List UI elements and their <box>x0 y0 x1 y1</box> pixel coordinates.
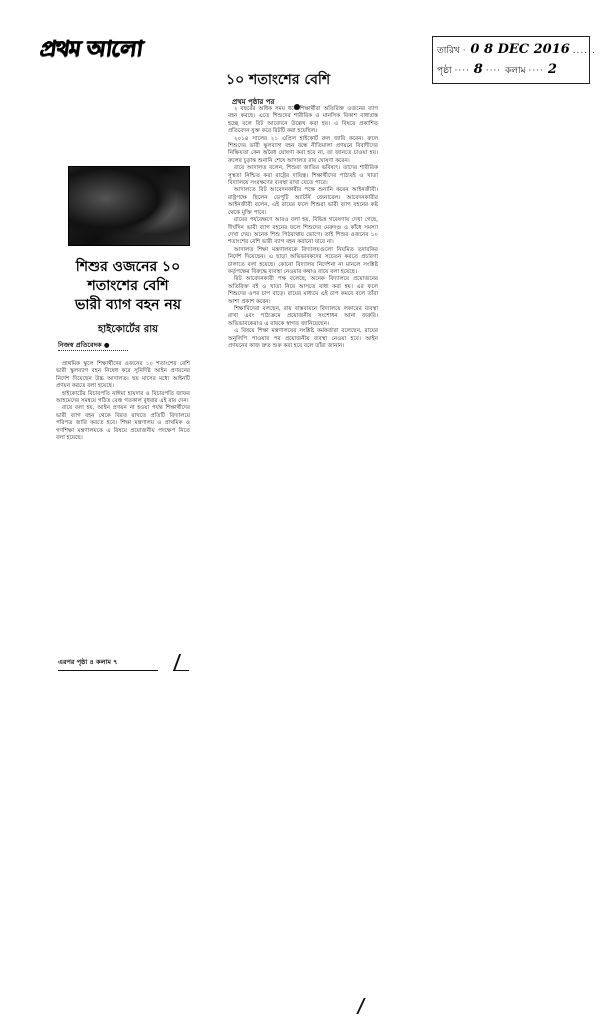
article-paragraph: রায়ে বলা হয়, আইন প্রণয়ন না হওয়া পর্যন্ত শিক্ষার্থীদের ভারী ব্যাগ বহন থেকে বিরত রাখতে প্রতিটি বিদ্যালয়ে পরিপত্র জারি করতে হবে। শিক্ষা মন্ত্রণালয় ও প্রাথমিক ও গণশিক্ষা মন্ত্রণালয়কে এ বিষয়ে প্রয়োজনীয় পদক্ষেপ নিতে বলা হয়েছে। <box>56 405 190 442</box>
article-paragraph: আদালত শিক্ষা মন্ত্রণালয়কে বিদ্যালয়গুলো নিয়মিত তদারকির নির্দেশ দিয়েছেন। এ ছাড়া অভিভাবকদের সচেতন করতে প্রচারণা চালাতে বলা হয়েছে। কোনো বিদ্যালয় নির্দেশনা না মানলে সংশ্লিষ্ট কর্তৃপক্ষের বিরুদ্ধে ব্যবস্থা নেওয়ার কথাও রায়ে বলা হয়েছে। <box>228 246 378 275</box>
article-paragraph: আদালতে রিট আবেদনকারীর পক্ষে শুনানি করেন আইনজীবী। রাষ্ট্রপক্ষে ছিলেন ডেপুটি অ্যাটর্নি জেনারেল। আবেদনকারীর আইনজীবী বলেন, এই রায়ের ফলে শিশুরা ভারী ব্যাগ বহনের কষ্ট থেকে মুক্তি পাবে। <box>228 187 378 216</box>
stamp-page-value: 8 <box>473 62 483 77</box>
jump-divider <box>58 670 158 671</box>
article-headline <box>62 258 194 315</box>
continuation-heading: ১০ শতাংশের বেশি <box>226 72 331 88</box>
stamp-column-value: 2 <box>547 62 557 77</box>
article-paragraph: এ বিষয়ে শিক্ষা মন্ত্রণালয়ের সংশ্লিষ্ট কর্মকর্তারা বলেছেন, রায়ের অনুলিপি পাওয়ার পর প্রয়োজনীয় ব্যবস্থা নেওয়া হবে। আইন প্রণয়নের কাজ দ্রুত শুরু করা হবে বলে তাঁরা জানান। <box>228 328 378 349</box>
article-photo <box>68 166 190 246</box>
article-paragraph: হাইকোর্টের বিচারপতি নাঈমা হায়দার ও বিচারপতি জাফর আহমেদের সমন্বয়ে গঠিত বেঞ্চ গতকাল বুধবার এই রায় দেন। <box>56 390 190 405</box>
article-paragraph: রায়ে আদালত বলেন, শিশুরা জাতির ভবিষ্যৎ। তাদের শারীরিক সুস্থতা নিশ্চিত করা রাষ্ট্রের দায়িত্ব। শিক্ষার্থীদের পাঠ্যবই ও খাতা বিদ্যালয়ে সংরক্ষণের ব্যবস্থা রাখা যেতে পারে। <box>228 165 378 187</box>
headline-line-1: শিশুর ওজনের ১০ <box>75 259 181 275</box>
newspaper-masthead: প্রথম আলো <box>38 36 144 62</box>
headline-line-3: ভারী ব্যাগ বহন নয় <box>74 297 181 313</box>
stamp-page-row: পৃষ্ঠা ···· 8 ···· কলাম ···· 2 <box>437 62 557 77</box>
stamp-date-value: 0 8 DEC 2016 <box>470 42 570 57</box>
stamp-column-label: কলাম <box>505 66 526 76</box>
article-paragraph: রায়ের পর্যবেক্ষণে আরও বলা হয়, বিভিন্ন গবেষণায় দেখা গেছে, দীর্ঘদিন ভারী ব্যাগ বহনের ফলে শিশুদের মেরুদণ্ড ও কাঁধে সমস্যা দেখা দেয়। অনেক শিশু পিঠব্যথায় ভোগে। তাই শিশুর ওজনের ১০ শতাংশের বেশি ভারী ব্যাগ বহন করানো যাবে না। <box>228 217 378 246</box>
ink-tick-mark <box>173 654 195 671</box>
byline-divider <box>58 350 128 351</box>
right-article-body <box>228 106 378 1016</box>
stamp-date-label: তারিখ <box>437 46 460 56</box>
stamp-page-label: পৃষ্ঠা <box>437 66 452 76</box>
article-paragraph: ২০১৪ সালের ২১ এপ্রিল হাইকোর্ট রুল জারি করেন। রুলে শিশুদের ভারী স্কুলব্যাগ বহন বন্ধে নীতিমালা প্রণয়নে বিবাদীদের নিষ্ক্রিয়তা কেন অবৈধ ঘোষণা করা হবে না, তা জানতে চাওয়া হয়। রুলের চূড়ান্ত শুনানি শেষে আদালত রায় ঘোষণা করেন। <box>228 135 378 164</box>
headline-line-2: শতাংশের বেশি <box>87 278 169 294</box>
left-article-body <box>56 361 190 648</box>
clipping-stamp <box>432 36 596 84</box>
article-paragraph: রিট আবেদনকারী পক্ষ বলেছে, অনেক বিদ্যালয়ে প্রয়োজনের অতিরিক্ত বই ও খাতা নিয়ে আসতে বাধ্য করা হয়। এর ফলে শিশুদের ওপর চাপ বাড়ে। রায়ের মাধ্যমে এই চাপ কমবে বলে তাঁরা আশা প্রকাশ করেন। <box>228 276 378 305</box>
article-byline: নিজস্ব প্রতিবেদক ● <box>58 341 110 349</box>
article-paragraph: প্রাথমিক স্কুলে শিক্ষার্থীদের ওজনের ১০ শতাংশের বেশি ভারী স্কুলব্যাগ বহন নিষেধ করে সুনির্দিষ্ট আইন প্রণয়নের নির্দেশ দিয়েছেন উচ্চ আদালত। ছয় মাসের মধ্যে আইনটি প্রণয়ন করতে বলা হয়েছে। <box>56 361 190 390</box>
stamp-date-row: তারিখ · 0 8 DEC 2016 ...... <box>437 42 596 57</box>
article-paragraph: শিক্ষাবিদেরা বলছেন, রায় বাস্তবায়নে বিদ্যালয়ে লকারের ব্যবস্থা রাখা এবং পাঠ্যক্রমে প্রয়োজনীয় সংশোধন আনা জরুরি। অভিভাবকেরাও এ রায়কে স্বাগত জানিয়েছেন। <box>228 305 378 327</box>
continuation-from-label: প্রথম পৃষ্ঠার পর <box>232 98 275 106</box>
article-subheadline: হাইকোর্টের রায় <box>97 324 158 335</box>
jump-line: এরপর পৃষ্ঠা ৪ কলাম ৭ <box>58 658 118 666</box>
article-paragraph: ২ বছরের অধিক সময় ধরে শিক্ষার্থীরা অতিরিক্ত ওজনের ব্যাগ বহন করছে। এতে শিশুদের শারীরিক ও মানসিক বিকাশ বাধাগ্রস্ত হচ্ছে বলে রিট আবেদনে উল্লেখ করা হয়। এ বিষয়ে প্রকাশিত প্রতিবেদন যুক্ত করে রিটটি করা হয়েছিল। <box>228 106 378 135</box>
